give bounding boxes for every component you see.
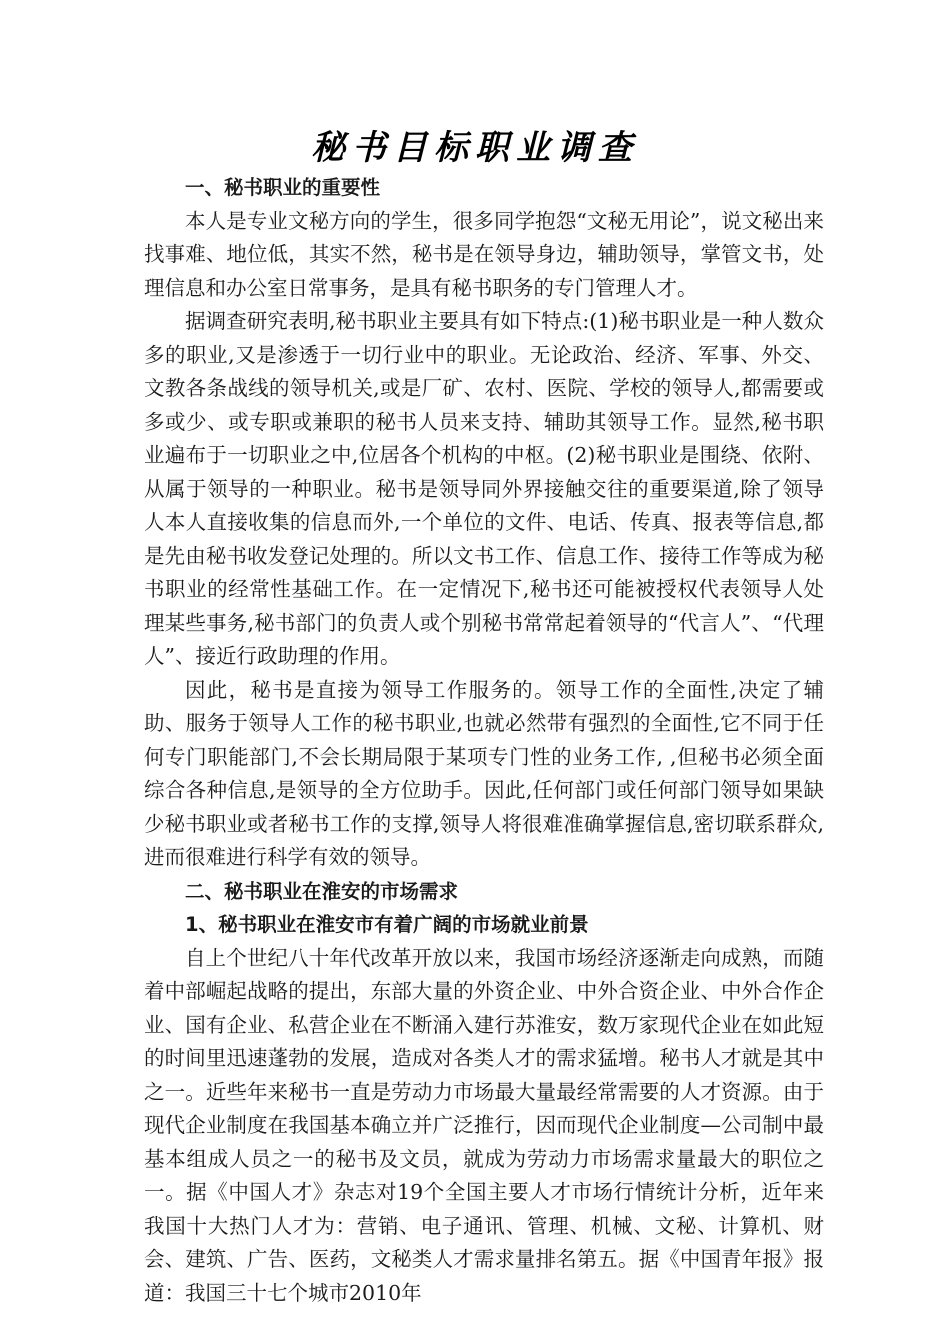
- section-heading-importance: 一、秘书职业的重要性: [185, 176, 381, 199]
- section-heading-market-demand: 二、秘书职业在淮安的市场需求: [185, 879, 459, 903]
- paragraph: 本人是专业文秘方向的学生，很多同学抱怨“文秘无用论”，说文秘出来找事难、地位低，其实不然，秘书是在领导身边，辅助领导，掌管文书，处理信息和办公室日常事务，是具有秘书职务的专门管理人才。: [144, 208, 824, 300]
- document-body: [144, 171, 824, 1310]
- document-title: 秘书目标职业调查: [311, 128, 639, 168]
- subsection-heading-prospects: 1、秘书职业在淮安市有着广阔的市场就业前景: [185, 913, 589, 936]
- paragraph: 自上个世纪八十年代改革开放以来，我国市场经济逐渐走向成熟，而随着中部崛起战略的提出，东部大量的外资企业、中外合资企业、中外合作企业、国有企业、私营企业在不断涌入建行苏淮安，数万家现代企业在如此短的时间里迅速蓬勃的发展，造成对各类人才的需求猛增。秘书人才就是其中之一。近些年来秘书一直是劳动力市场最大量最经常需要的人才资源。由于现代企业制度在我国基本确立并广泛推行，因而现代企业制度—公司制中最基本组成人员之一的秘书及文员，就成为劳动力市场需求量最大的职位之一。据《中国人才》杂志对19个全国主要人才市场行情统计分析，近年来我国十大热门人才为：营销、电子通讯、管理、机械、文秘、计算机、财会、建筑、广告、医药，文秘类人才需求量排名第五。据《中国青年报》报道：我国三十七个城市2010年: [144, 945, 824, 1305]
- paragraph: 因此，秘书是直接为领导工作服务的。领导工作的全面性,决定了辅助、服务于领导人工作的秘书职业,也就必然带有强烈的全面性,它不同于任何专门职能部门,不会长期局限于某项专门性的业务工作, ,但秘书必须全面综合各种信息,是领导的全方位助手。因此,任何部门或任何部门领导如果缺少秘书职业或者秘书工作的支撑,领导人将很难准确掌握信息,密切联系群众,进而很难进行科学有效的领导。: [144, 677, 824, 869]
- paragraph: 据调查研究表明,秘书职业主要具有如下特点:(1)秘书职业是一种人数众多的职业,又是渗透于一切行业中的职业。无论政治、经济、军事、外交、文教各条战线的领导机关,或是厂矿、农村、医院、学校的领导人,都需要或多或少、或专职或兼职的秘书人员来支持、辅助其领导工作。显然,秘书职业遍布于一切职业之中,位居各个机构的中枢。(2)秘书职业是围绕、依附、从属于领导的一种职业。秘书是领导同外界接触交往的重要渠道,除了领导人本人直接收集的信息而外,一个单位的文件、电话、传真、报表等信息,都是先由秘书收发登记处理的。所以文书工作、信息工作、接待工作等成为秘书职业的经常性基础工作。在一定情况下,秘书还可能被授权代表领导人处理某些事务,秘书部门的负责人或个别秘书常常起着领导的“代言人”、“代理人”、接近行政助理的作用。: [144, 309, 824, 668]
